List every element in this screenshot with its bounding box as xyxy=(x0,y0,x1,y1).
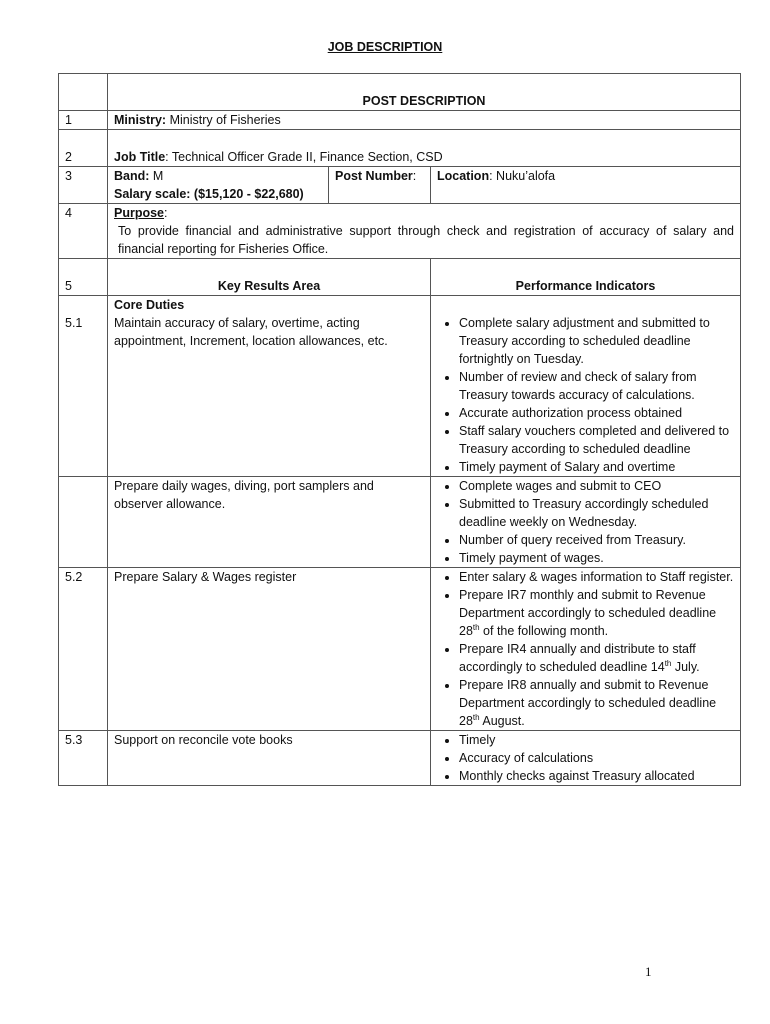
band-value: M xyxy=(149,169,164,183)
row-number: 1 xyxy=(59,111,108,130)
job-description-table xyxy=(58,73,741,786)
performance-indicator-item: • Timely payment of Salary and overtime xyxy=(459,458,736,476)
indicator-text: Prepare IR4 annually and distribute to staff accordingly to scheduled deadline 14 xyxy=(459,642,696,674)
performance-indicator-item xyxy=(459,586,736,640)
key-result-area-text: Prepare daily wages, diving, port samplers and observer allowance. xyxy=(114,479,374,511)
kra-row-number: 5.1 xyxy=(59,296,108,477)
kra-row-number: 5.2 xyxy=(59,568,108,731)
key-result-area-cell xyxy=(108,731,431,786)
kra-row xyxy=(59,296,741,477)
performance-indicator-item: • Submitted to Treasury accordingly scheduled deadline weekly on Wednesday. xyxy=(459,495,736,531)
row-number: 2 xyxy=(59,130,108,167)
job-title-label: Job Title xyxy=(114,150,166,164)
indicator-text: August. xyxy=(479,714,525,728)
ordinal-suffix: th xyxy=(472,712,480,722)
purpose-label: Purpose xyxy=(114,206,165,220)
indicator-text: July. xyxy=(671,660,700,674)
key-result-area-cell xyxy=(108,477,431,568)
post-number-cell xyxy=(329,167,431,204)
kra-row-number: 5.3 xyxy=(59,731,108,786)
performance-indicator-item: • Staff salary vouchers completed and delivered to Treasury according to scheduled deadline xyxy=(459,422,736,458)
indicator-text: Prepare IR8 annually and submit to Revenue Department accordingly to scheduled deadline 28 xyxy=(459,678,717,728)
performance-indicator-list xyxy=(435,477,736,567)
post-number-value: : xyxy=(412,169,417,183)
job-title-row xyxy=(59,130,741,167)
ministry-cell xyxy=(108,111,741,130)
performance-indicator-item: • Complete wages and submit to CEO xyxy=(459,477,736,495)
key-result-area-text: Prepare Salary & Wages register xyxy=(114,570,297,584)
indicator-text: of the following month. xyxy=(479,624,609,638)
indicator-text: Prepare IR7 monthly and submit to Revenue Department accordingly to scheduled deadline 28 xyxy=(459,588,717,638)
performance-indicator-item: • Number of query received from Treasury. xyxy=(459,531,736,549)
key-result-area-cell xyxy=(108,296,431,477)
ordinal-suffix: th xyxy=(664,658,672,668)
core-duties-label: Core Duties xyxy=(114,298,185,312)
performance-indicator-item xyxy=(459,676,736,730)
performance-indicator-item: • Complete salary adjustment and submitted to Treasury according to scheduled deadline fortnightly on Tuesday. xyxy=(459,314,736,368)
performance-indicator-item: • Number of review and check of salary from Treasury towards accuracy of calculations. xyxy=(459,368,736,404)
performance-indicator-item: • Accuracy of calculations xyxy=(459,749,736,767)
key-results-area-header: Key Results Area xyxy=(108,259,431,296)
performance-indicator-item: • Monthly checks against Treasury allocated xyxy=(459,767,736,785)
kra-row xyxy=(59,568,741,731)
ministry-value: Ministry of Fisheries xyxy=(166,113,281,127)
performance-indicator-item: • Accurate authorization process obtained xyxy=(459,404,736,422)
performance-indicators-cell xyxy=(431,296,741,477)
key-result-area-text: Support on reconcile vote books xyxy=(114,733,293,747)
performance-indicators-cell xyxy=(431,731,741,786)
band-row xyxy=(59,167,741,204)
kra-rows xyxy=(59,296,741,786)
ministry-row xyxy=(59,111,741,130)
kra-row-number xyxy=(59,477,108,568)
post-description-header-row xyxy=(59,74,741,111)
post-number-label: Post Number xyxy=(335,169,413,183)
key-result-area-text: Maintain accuracy of salary, overtime, acting appointment, Increment, location allowances, etc. xyxy=(114,316,388,348)
performance-indicators-cell xyxy=(431,477,741,568)
performance-indicators-cell xyxy=(431,568,741,731)
job-title-cell xyxy=(108,130,741,167)
key-result-area-cell xyxy=(108,568,431,731)
row-number: 5 xyxy=(59,259,108,296)
purpose-text: To provide financial and administrative support through check and registration of accuracy of salary and financial reporting for Fisheries Office. xyxy=(118,224,734,256)
band-label: Band: xyxy=(114,169,150,183)
purpose-row xyxy=(59,204,741,259)
kra-row xyxy=(59,477,741,568)
salary-scale: Salary scale: ($15,120 - $22,680) xyxy=(114,187,304,201)
performance-indicator-item: • Timely xyxy=(459,731,736,749)
performance-indicator-list xyxy=(435,731,736,785)
kra-row xyxy=(59,731,741,786)
job-title-value: : Technical Officer Grade II, Finance Section, CSD xyxy=(165,150,443,164)
performance-indicator-list xyxy=(435,568,736,730)
document-title: JOB DESCRIPTION xyxy=(327,40,443,54)
post-description-heading: POST DESCRIPTION xyxy=(108,74,741,111)
performance-indicator-item: • Timely payment of wages. xyxy=(459,549,736,567)
performance-indicator-item xyxy=(459,640,736,676)
row-number: 4 xyxy=(59,204,108,259)
purpose-cell xyxy=(108,204,741,259)
kra-header-row xyxy=(59,259,741,296)
band-cell xyxy=(108,167,329,204)
location-label: Location xyxy=(437,169,490,183)
performance-indicator-list xyxy=(435,314,736,476)
location-cell xyxy=(431,167,741,204)
ordinal-suffix: th xyxy=(472,622,480,632)
ministry-label: Ministry: xyxy=(114,113,167,127)
row-number: 3 xyxy=(59,167,108,204)
performance-indicators-header: Performance Indicators xyxy=(431,259,741,296)
purpose-colon: : xyxy=(164,206,168,220)
location-value: : Nuku’alofa xyxy=(489,169,556,183)
page-number: 1 xyxy=(645,964,652,979)
performance-indicator-item: • Enter salary & wages information to Staff register. xyxy=(459,568,736,586)
